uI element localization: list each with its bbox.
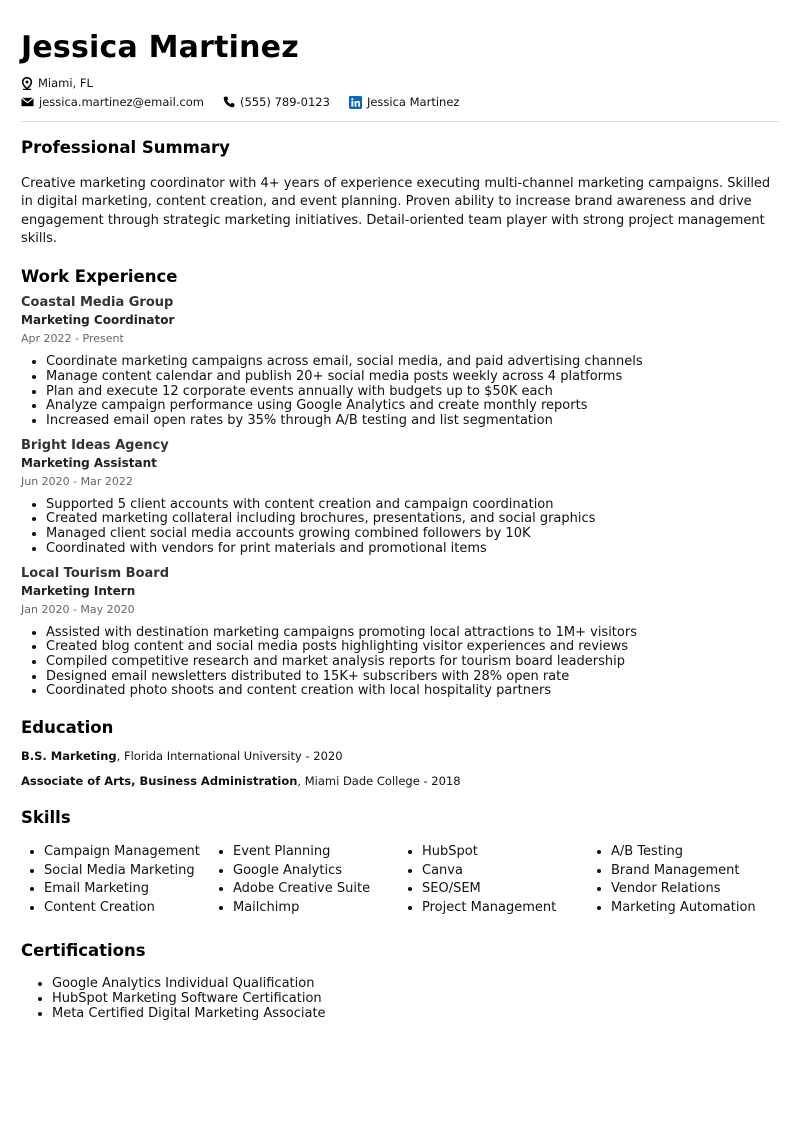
job-dates: Jun 2020 - Mar 2022 xyxy=(21,474,133,488)
school-detail: , Florida International University - 2020 xyxy=(116,749,343,764)
skill-item: • Marketing Automation xyxy=(611,899,771,918)
job-dates: Apr 2022 - Present xyxy=(21,332,124,346)
skill-item: • A/B Testing xyxy=(611,843,771,862)
certifications-heading: Certifications xyxy=(21,940,146,960)
list-item: • Supported 5 client accounts with content creation and campaign coordination xyxy=(46,498,779,513)
list-item: • Coordinated photo shoots and content creation with local hospitality partners xyxy=(46,684,779,699)
education-entry xyxy=(21,774,779,789)
skills-grid xyxy=(21,843,779,918)
certification-item: • Meta Certified Digital Marketing Associate xyxy=(52,1006,779,1021)
phone-item[interactable] xyxy=(223,94,330,110)
candidate-name: Jessica Martinez xyxy=(21,30,299,65)
skills-column xyxy=(588,843,771,918)
contact-row-location xyxy=(21,75,779,91)
skill-item: • Vendor Relations xyxy=(611,880,771,899)
list-item: • Managed client social media accounts growing combined followers by 10K xyxy=(46,527,779,542)
skill-item: • Adobe Creative Suite xyxy=(233,880,399,899)
certifications-list xyxy=(21,976,779,1021)
certification-item: • HubSpot Marketing Software Certification xyxy=(52,991,779,1006)
linkedin-icon xyxy=(349,96,362,109)
phone-icon xyxy=(223,96,235,108)
skill-item: • HubSpot xyxy=(422,843,588,862)
list-item: • Coordinated with vendors for print materials and promotional items xyxy=(46,542,779,557)
map-pin-icon xyxy=(21,77,33,90)
job-title: Marketing Coordinator xyxy=(21,313,175,328)
company-name: Coastal Media Group xyxy=(21,295,174,311)
job-title: Marketing Intern xyxy=(21,583,136,598)
phone-text[interactable]: (555) 789-0123 xyxy=(240,95,330,109)
email-item[interactable] xyxy=(21,94,204,110)
summary-heading: Professional Summary xyxy=(21,138,230,157)
list-item: • Analyze campaign performance using Google Analytics and create monthly reports xyxy=(46,399,779,414)
list-item: • Plan and execute 12 corporate events annually with budgets up to $50K each xyxy=(46,385,779,400)
summary-text: Creative marketing coordinator with 4+ years of experience executing multi-channel marketing campaigns. Skilled in digital marketing, content creation, and event planning. Proven ability to increase brand awareness and drive engagement through strategic marketing initiatives. Detail-oriented team player with strong project management skills. xyxy=(21,176,771,246)
header-divider xyxy=(21,121,779,122)
list-item: • Increased email open rates by 35% through A/B testing and list segmentation xyxy=(46,414,779,429)
skill-item: • Content Creation xyxy=(44,899,210,918)
skill-item: • SEO/SEM xyxy=(422,880,588,899)
email-text[interactable]: jessica.martinez@email.com xyxy=(39,95,204,109)
skills-column xyxy=(21,843,210,918)
job-entry xyxy=(21,437,779,557)
job-entry xyxy=(21,294,779,429)
school-detail: , Miami Dade College - 2018 xyxy=(297,774,461,789)
skill-item: • Canva xyxy=(422,862,588,881)
linkedin-item[interactable] xyxy=(349,94,459,110)
job-dates: Jan 2020 - May 2020 xyxy=(21,602,135,616)
job-title: Marketing Assistant xyxy=(21,455,157,470)
skill-item: • Email Marketing xyxy=(44,880,210,899)
company-name: Bright Ideas Agency xyxy=(21,437,169,453)
job-bullets xyxy=(21,355,779,429)
education-heading: Education xyxy=(21,718,114,738)
location-item xyxy=(21,75,93,91)
job-entry xyxy=(21,565,779,700)
skill-item: • Mailchimp xyxy=(233,899,399,918)
job-bullets xyxy=(21,626,779,700)
location-text: Miami, FL xyxy=(38,76,93,90)
list-item: • Assisted with destination marketing campaigns promoting local attractions to 1M+ visitors xyxy=(46,626,779,641)
degree-name: Associate of Arts, Business Administration xyxy=(21,774,298,789)
work-experience-heading: Work Experience xyxy=(21,267,178,287)
certification-item: • Google Analytics Individual Qualification xyxy=(52,976,779,991)
skill-item: • Google Analytics xyxy=(233,862,399,881)
list-item: • Designed email newsletters distributed to 15K+ subscribers with 28% open rate xyxy=(46,670,779,685)
job-bullets xyxy=(21,498,779,557)
envelope-icon xyxy=(21,97,34,107)
degree-name: B.S. Marketing xyxy=(21,749,117,764)
list-item: • Created blog content and social media posts highlighting visitor experiences and reviews xyxy=(46,640,779,655)
linkedin-text[interactable]: Jessica Martinez xyxy=(366,95,460,109)
list-item: • Manage content calendar and publish 20+ social media posts weekly across 4 platforms xyxy=(46,370,779,385)
company-name: Local Tourism Board xyxy=(21,565,170,581)
contact-row-links xyxy=(21,94,779,110)
skill-item: • Social Media Marketing xyxy=(44,862,210,881)
skills-column xyxy=(210,843,399,918)
skills-heading: Skills xyxy=(21,808,71,828)
education-entry xyxy=(21,749,779,764)
skill-item: • Campaign Management xyxy=(44,843,210,862)
list-item: • Compiled competitive research and market analysis reports for tourism board leadership xyxy=(46,655,779,670)
list-item: • Coordinate marketing campaigns across email, social media, and paid advertising channels xyxy=(46,355,779,370)
list-item: • Created marketing collateral including brochures, presentations, and social graphics xyxy=(46,512,779,527)
skill-item: • Brand Management xyxy=(611,862,771,881)
skill-item: • Event Planning xyxy=(233,843,399,862)
skills-column xyxy=(399,843,588,918)
skill-item: • Project Management xyxy=(422,899,588,918)
